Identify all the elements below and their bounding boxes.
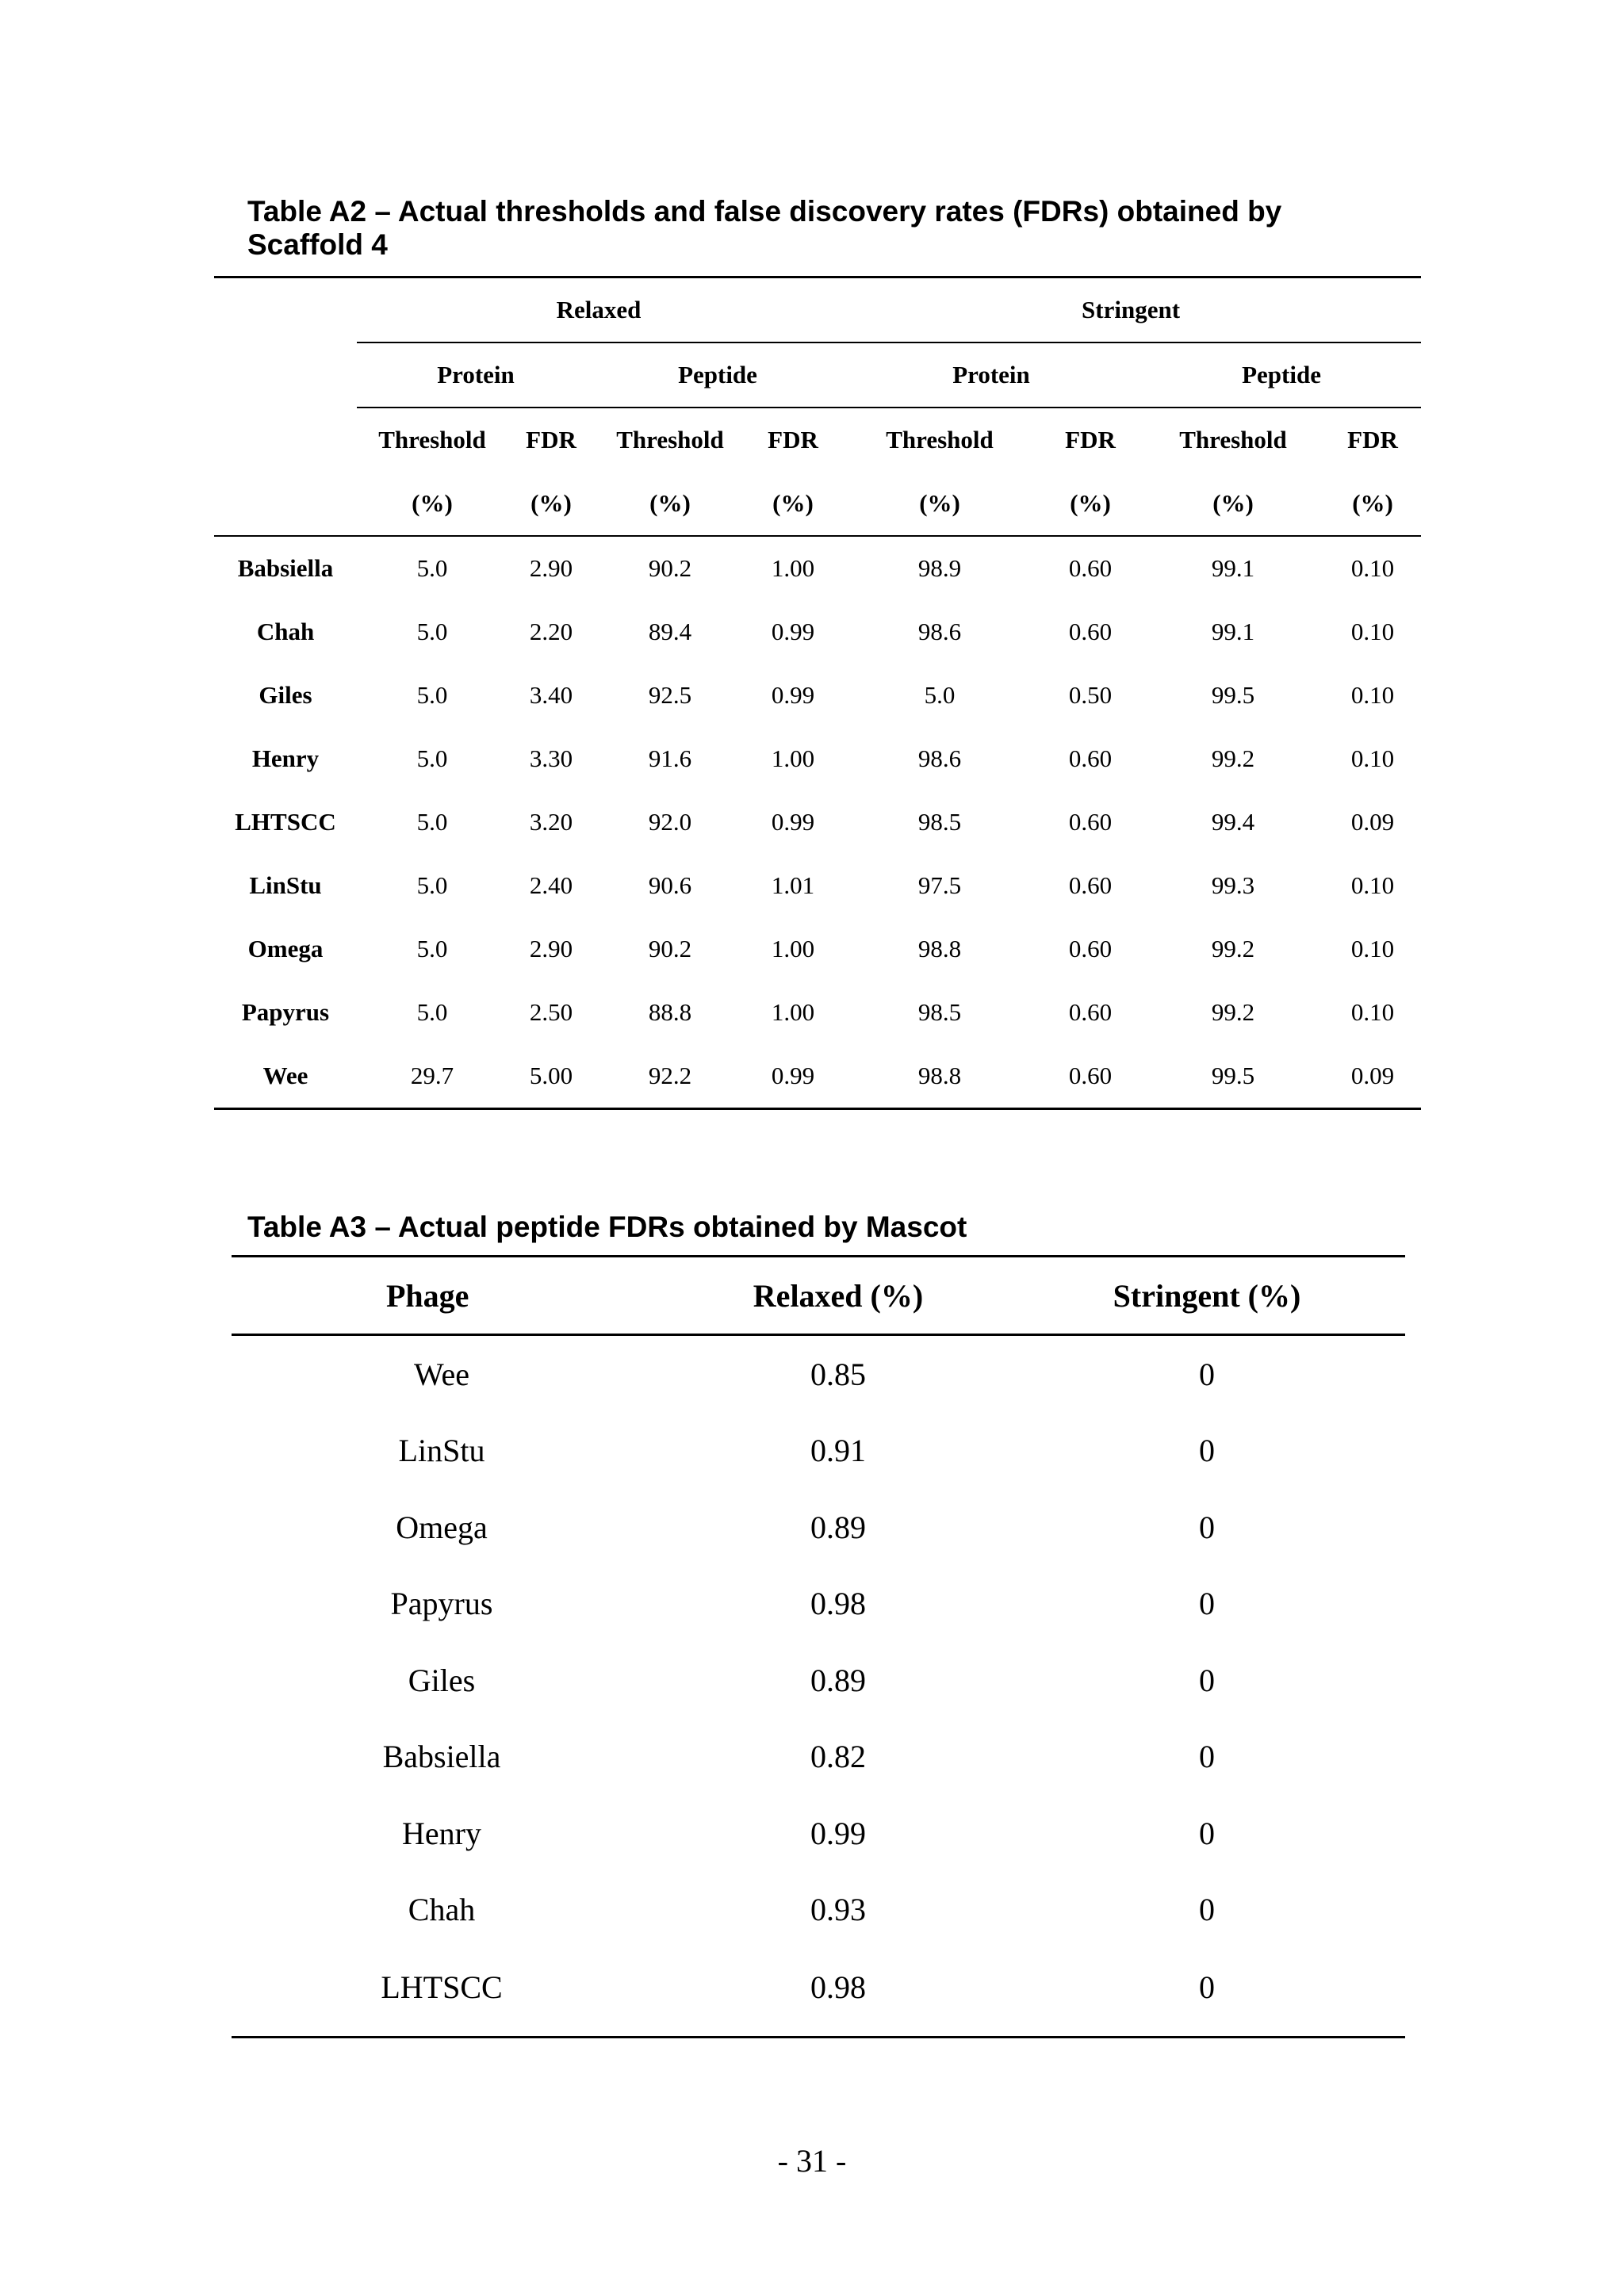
table-cell: 0.10 [1350, 871, 1395, 899]
table-row [232, 1872, 1405, 1949]
table-cell: 0.98 [810, 1586, 866, 1622]
phage-name: Babsiella [382, 1739, 501, 1775]
table-cell: 0.82 [810, 1739, 866, 1775]
table-cell: 0.89 [810, 1662, 866, 1698]
table-cell: 5.0 [416, 744, 448, 772]
table-cell: 92.2 [595, 1044, 745, 1109]
table-cell: 0.60 [1068, 744, 1113, 772]
page-number: - 31 - [777, 2143, 847, 2179]
table-cell: 3.30 [529, 744, 573, 772]
table-cell: 90.2 [595, 536, 745, 600]
row-label: LinStu [249, 871, 322, 899]
phage-name: LHTSCC [232, 1948, 668, 2037]
table-a2-subgroup-header: Peptide [1142, 342, 1421, 408]
table-cell: 5.0 [357, 536, 508, 600]
table-row [232, 1335, 1405, 1413]
table-cell: 0.10 [1350, 998, 1395, 1026]
table-cell: 0 [1199, 1356, 1215, 1392]
table-a2-unit-label: (%) [919, 489, 960, 517]
table-cell: 1.00 [771, 744, 815, 772]
table-a2-unit-label: (%) [649, 489, 691, 517]
phage-name: Henry [402, 1815, 481, 1851]
table-a2-subgroup-header: Protein [357, 342, 595, 408]
table-cell: 0.91 [810, 1433, 866, 1469]
table-a2-caption: Table A2 – Actual thresholds and false discovery rates (FDRs) obtained by Scaffold 4 [247, 195, 1282, 261]
table-cell: 5.0 [416, 681, 448, 709]
table-cell: 5.0 [416, 998, 448, 1026]
table-row [214, 854, 1421, 917]
table-a2-unit-label: (%) [772, 489, 814, 517]
phage-name: Wee [413, 1356, 470, 1392]
table-cell: 29.7 [357, 1044, 508, 1109]
table-cell: 97.5 [917, 871, 962, 899]
table-cell: 0.99 [771, 808, 815, 836]
table-row [214, 917, 1421, 981]
table-cell: 5.0 [416, 935, 448, 962]
table-cell: 90.6 [648, 871, 692, 899]
table-a2-group-header: Stringent [841, 277, 1421, 343]
phage-name: LinStu [398, 1433, 485, 1469]
table-cell: 3.20 [529, 808, 573, 836]
table-cell: 0.85 [810, 1356, 866, 1392]
table-a2-column-header: FDR [745, 408, 841, 472]
table-cell: 0.60 [1068, 618, 1113, 645]
table-a2-column-header: Threshold [1142, 408, 1324, 472]
row-label: Chah [256, 618, 315, 645]
table-cell: 99.3 [1211, 871, 1255, 899]
table-cell: 5.0 [416, 808, 448, 836]
table-cell: 99.5 [1142, 1044, 1324, 1109]
row-label: LHTSCC [235, 808, 336, 836]
table-a2-unit-label: (%) [1352, 489, 1393, 517]
table-cell: 0.09 [1350, 808, 1395, 836]
table-cell: 1.00 [745, 536, 841, 600]
table-cell: 99.2 [1211, 935, 1255, 962]
table-cell: 92.5 [648, 681, 692, 709]
table-cell: 0.10 [1350, 618, 1395, 645]
table-a2-unit-label: (%) [1212, 489, 1254, 517]
table-cell: 99.4 [1211, 808, 1255, 836]
table-a3-header-phage: Phage [232, 1257, 668, 1335]
table-row [232, 1642, 1405, 1719]
row-label: Wee [214, 1044, 357, 1109]
row-label: Giles [259, 681, 312, 709]
table-cell: 99.1 [1211, 618, 1255, 645]
table-cell: 2.40 [529, 871, 573, 899]
table-cell: 2.50 [529, 998, 573, 1026]
table-cell: 5.00 [508, 1044, 595, 1109]
table-cell: 0 [1199, 1739, 1215, 1775]
table-row [214, 1044, 1421, 1109]
table-cell: 3.40 [529, 681, 573, 709]
table-cell: 0.10 [1350, 744, 1395, 772]
table-cell: 98.6 [917, 618, 962, 645]
table-cell: 0 [1199, 1892, 1215, 1928]
table-cell: 91.6 [648, 744, 692, 772]
table-row [232, 1948, 1405, 2037]
table-a2-corner [214, 277, 357, 343]
table-a2-group-header: Relaxed [357, 277, 841, 343]
phage-name: Omega [396, 1509, 488, 1545]
table-a2-column-header: Threshold [357, 408, 508, 472]
table-row [232, 1413, 1405, 1490]
table-cell: 0.60 [1068, 998, 1113, 1026]
table-cell: 0.50 [1068, 681, 1113, 709]
table-cell: 99.2 [1211, 744, 1255, 772]
table-cell: 0 [1199, 1433, 1215, 1469]
table-cell: 5.0 [924, 681, 956, 709]
table-cell: 0.99 [771, 681, 815, 709]
table-cell: 0.60 [1068, 871, 1113, 899]
table-cell: 0.10 [1350, 681, 1395, 709]
table-cell: 90.2 [648, 935, 692, 962]
table-row [214, 600, 1421, 664]
table-a2 [214, 276, 1421, 1110]
table-cell: 99.5 [1211, 681, 1255, 709]
table-cell: 1.00 [771, 998, 815, 1026]
table-cell: 2.20 [529, 618, 573, 645]
table-a2-unit-label: (%) [1070, 489, 1111, 517]
table-a2-unit-label: (%) [530, 489, 572, 517]
table-row [214, 536, 1421, 600]
phage-name: Giles [408, 1662, 476, 1698]
table-cell: 0.99 [810, 1815, 866, 1851]
table-cell: 92.0 [648, 808, 692, 836]
table-a3-header-stringent: Stringent (%) [1009, 1257, 1405, 1335]
table-row [214, 664, 1421, 727]
table-cell: 98.5 [917, 808, 962, 836]
table-cell: 98.8 [917, 935, 962, 962]
table-cell: 0.60 [1068, 935, 1113, 962]
table-cell: 0.10 [1324, 536, 1421, 600]
table-cell: 0 [1009, 1948, 1405, 2037]
table-cell: 98.9 [841, 536, 1039, 600]
table-cell: 0.98 [668, 1948, 1009, 2037]
phage-name: Papyrus [390, 1586, 493, 1622]
table-cell: 0.60 [1039, 536, 1142, 600]
table-cell: 0.09 [1324, 1044, 1421, 1109]
table-cell: 0.99 [745, 1044, 841, 1109]
table-cell: 98.6 [917, 744, 962, 772]
table-cell: 5.0 [416, 618, 448, 645]
table-a2-column-header: FDR [1324, 408, 1421, 472]
table-a2-unit-label: (%) [412, 489, 453, 517]
table-row [232, 1566, 1405, 1643]
table-cell: 1.00 [771, 935, 815, 962]
table-cell: 2.90 [508, 536, 595, 600]
table-cell: 0.60 [1068, 808, 1113, 836]
table-cell: 0 [1199, 1586, 1215, 1622]
row-label: Babsiella [214, 536, 357, 600]
table-a2-column-header: Threshold [595, 408, 745, 472]
table-row [214, 981, 1421, 1044]
table-cell: 1.01 [771, 871, 815, 899]
table-a2-column-header: Threshold [841, 408, 1039, 472]
table-a3-caption: Table A3 – Actual peptide FDRs obtained by Mascot [247, 1211, 967, 1243]
table-row [232, 1719, 1405, 1796]
table-cell: 0 [1199, 1662, 1215, 1698]
table-cell: 0 [1199, 1509, 1215, 1545]
table-cell: 98.8 [841, 1044, 1039, 1109]
table-a2-column-header: FDR [508, 408, 595, 472]
table-cell: 0.60 [1039, 1044, 1142, 1109]
table-cell: 99.1 [1142, 536, 1324, 600]
table-cell: 0.99 [771, 618, 815, 645]
table-cell: 99.2 [1211, 998, 1255, 1026]
table-a3 [232, 1255, 1405, 2038]
table-row [232, 1489, 1405, 1566]
table-row [232, 1795, 1405, 1872]
table-cell: 0.89 [810, 1509, 866, 1545]
row-label: Henry [251, 744, 320, 772]
table-cell: 2.90 [529, 935, 573, 962]
table-a2-subgroup-header: Peptide [595, 342, 841, 408]
table-cell: 89.4 [648, 618, 692, 645]
table-cell: 0.10 [1350, 935, 1395, 962]
table-cell: 5.0 [416, 871, 448, 899]
table-cell: 88.8 [648, 998, 692, 1026]
table-cell: 0 [1199, 1815, 1215, 1851]
table-a3-header-relaxed: Relaxed (%) [668, 1257, 1009, 1335]
table-cell: 98.5 [917, 998, 962, 1026]
table-row [214, 727, 1421, 790]
row-label: Papyrus [241, 998, 330, 1026]
table-cell: 0.93 [810, 1892, 866, 1928]
table-a2-subgroup-header: Protein [841, 342, 1142, 408]
row-label: Omega [247, 935, 324, 962]
phage-name: Chah [408, 1892, 476, 1928]
table-a2-column-header: FDR [1039, 408, 1142, 472]
table-row [214, 790, 1421, 854]
